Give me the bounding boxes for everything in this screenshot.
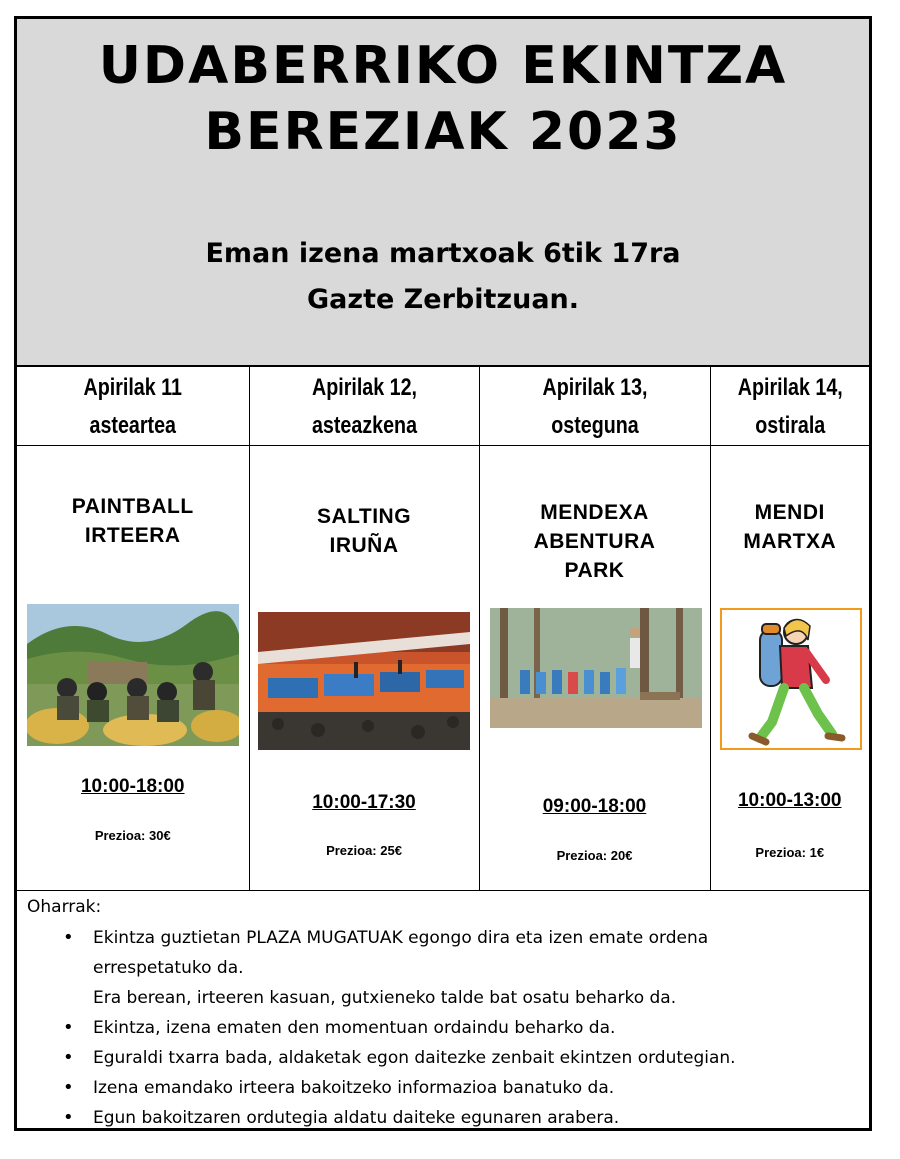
- activity-cell-paintball: [17, 446, 249, 891]
- adventure-park-photo: [490, 608, 702, 728]
- activity-title-line: MENDI: [754, 501, 825, 524]
- day-weekday: osteguna: [550, 412, 639, 439]
- activity-cell-mendi: [710, 446, 869, 891]
- activity-price: Prezioa: 20€: [556, 848, 633, 863]
- activity-title-line: PARK: [564, 559, 625, 582]
- activity-price: Prezioa: 25€: [326, 843, 402, 858]
- activity-price: Prezioa: 1€: [755, 845, 825, 860]
- day-date: Apirilak 11: [83, 374, 182, 401]
- activity-title: [480, 498, 710, 585]
- note-text: errespetatuko da.: [93, 958, 244, 978]
- day-date: Apirilak 12,: [311, 374, 417, 401]
- note-text: Izena emandako irteera bakoitzeko informazioa banatuko da.: [93, 1078, 615, 1098]
- activity-time: 09:00-18:00: [542, 796, 647, 817]
- day-cell-3: [479, 367, 710, 446]
- note-item: [93, 1013, 857, 1043]
- note-text: Ekintza, izena ematen den momentuan ordaindu beharko da.: [93, 1018, 616, 1038]
- day-date: Apirilak 14,: [737, 374, 843, 401]
- activity-title: [17, 492, 249, 550]
- notes-list: [27, 923, 857, 1133]
- activity-cell-salting: [249, 446, 479, 891]
- activity-row: [17, 446, 869, 891]
- day-cell-2: [249, 367, 479, 446]
- day-cell-1: [17, 367, 249, 446]
- note-item: [93, 1043, 857, 1073]
- day-weekday: asteartea: [89, 412, 176, 439]
- title-line-1: UDABERRIKO EKINTZA: [98, 36, 788, 96]
- registration-info: [17, 231, 869, 323]
- note-item: [93, 1073, 857, 1103]
- activity-price: Prezioa: 30€: [94, 828, 171, 843]
- activity-title-line: MARTXA: [743, 530, 837, 553]
- header: [17, 19, 869, 367]
- activity-title: [250, 502, 479, 560]
- activity-title: [711, 498, 870, 556]
- activity-time: 10:00-13:00: [737, 790, 842, 811]
- day-date: Apirilak 13,: [541, 374, 648, 401]
- registration-place: Gazte Zerbitzuan.: [306, 284, 580, 315]
- title-line-2: BEREZIAK 2023: [204, 102, 682, 162]
- note-text: Egun bakoitzaren ordutegia aldatu daiteke egunaren arabera.: [93, 1108, 620, 1128]
- registration-dates: Eman izena martxoak 6tik 17ra: [205, 238, 681, 269]
- day-weekday: ostirala: [754, 412, 825, 439]
- activity-title-line: IRUÑA: [329, 534, 399, 557]
- note-text: • Ekintza guztietan PLAZA MUGATUAK egongo dira eta izen emate ordena: [93, 928, 709, 948]
- note-item: [93, 923, 857, 1013]
- schedule-table: [17, 367, 869, 891]
- activity-title-line: IRTEERA: [84, 524, 181, 547]
- notes-section: [27, 895, 857, 1133]
- activity-title-line: ABENTURA: [533, 530, 656, 553]
- activity-title-line: SALTING: [316, 505, 412, 528]
- flyer-title: [17, 33, 869, 165]
- day-weekday: asteazkena: [311, 412, 417, 439]
- note-text: Era berean, irteeren kasuan, gutxieneko talde bat osatu beharko da.: [93, 988, 677, 1008]
- notes-title: Oharrak:: [27, 897, 102, 917]
- note-item: [93, 1103, 857, 1133]
- flyer: [14, 16, 872, 1131]
- hiker-pictogram: [720, 608, 862, 750]
- day-row: [17, 367, 869, 446]
- activity-cell-mendexa: [479, 446, 710, 891]
- trampoline-park-photo: [258, 612, 470, 750]
- activity-title-line: MENDEXA: [540, 501, 649, 524]
- activity-time: 10:00-18:00: [80, 776, 185, 797]
- paintball-photo: [27, 604, 239, 746]
- activity-title-line: PAINTBALL: [71, 495, 194, 518]
- note-text: Eguraldi txarra bada, aldaketak egon daitezke zenbait ekintzen ordutegian.: [93, 1048, 736, 1068]
- day-cell-4: [710, 367, 869, 446]
- activity-time: 10:00-17:30: [312, 792, 416, 813]
